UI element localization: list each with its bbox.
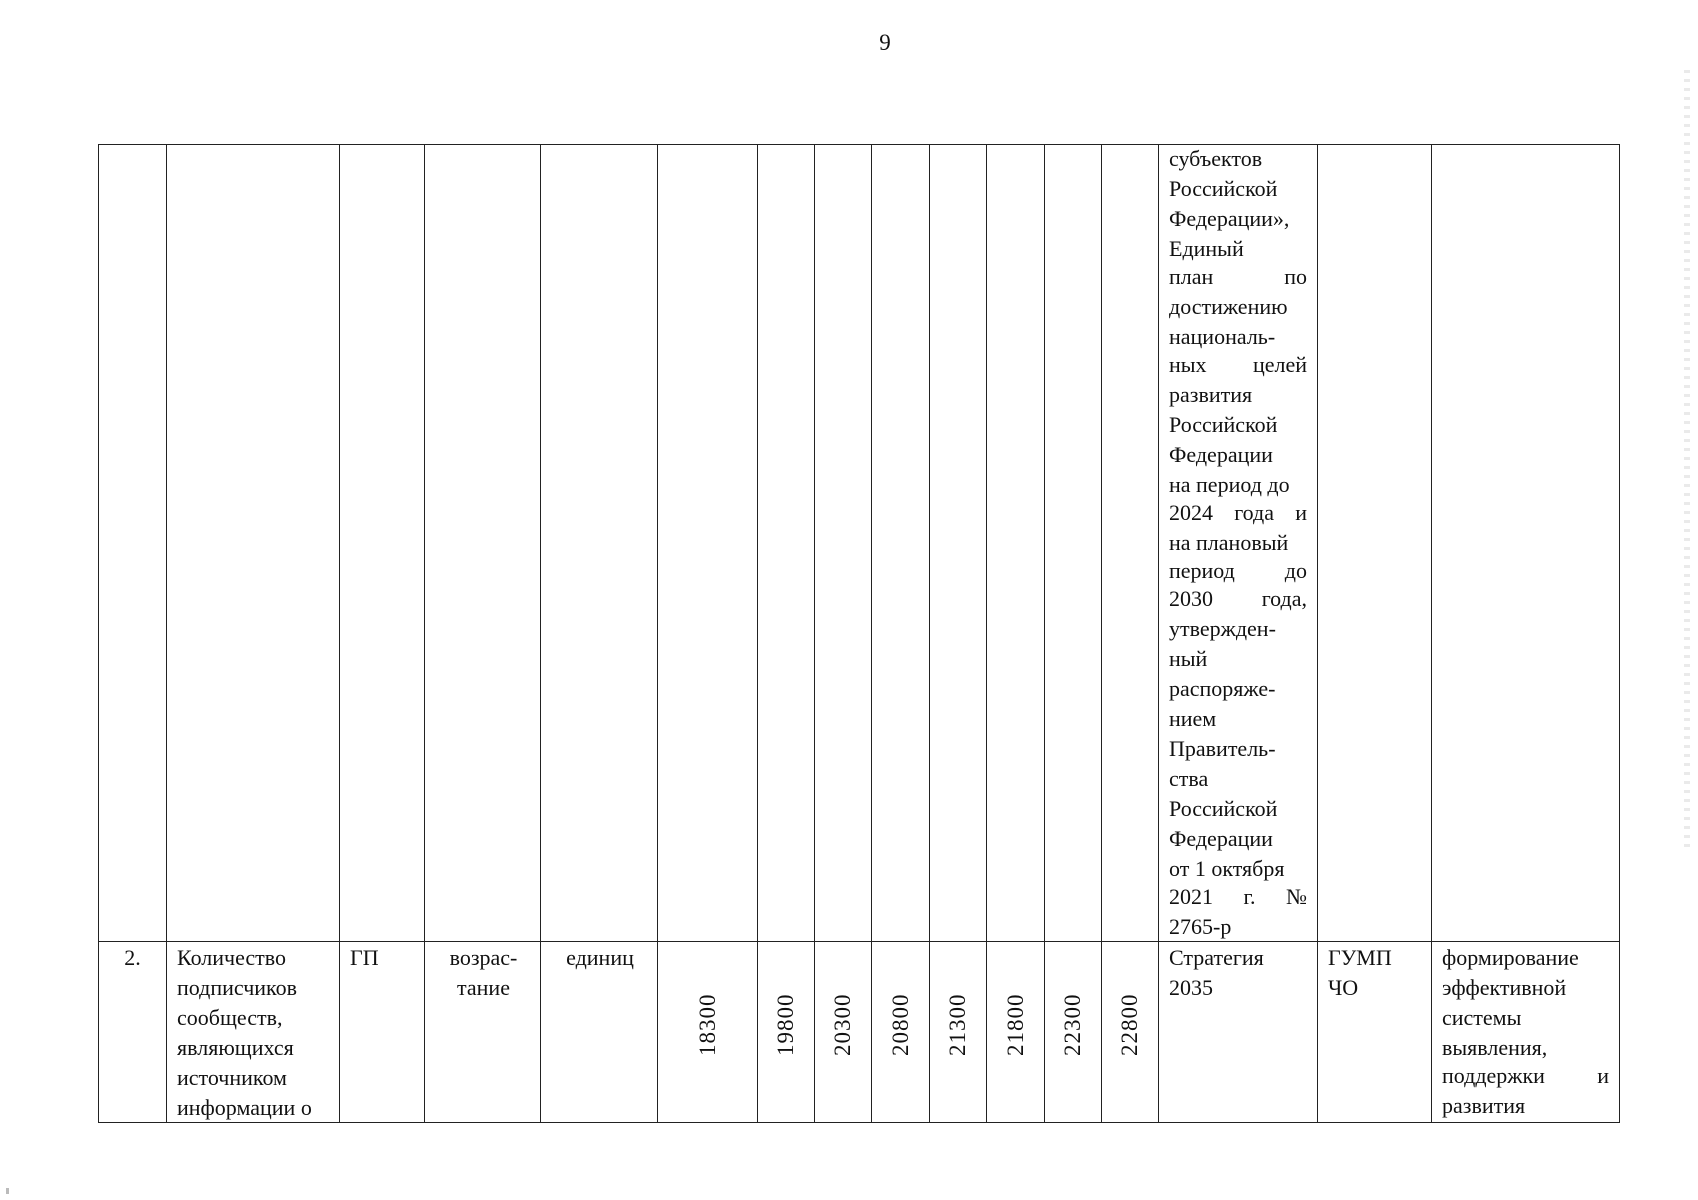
source-line: ства	[1169, 766, 1209, 791]
scan-edge-artifact	[1684, 70, 1690, 850]
year-value: 20300	[830, 993, 855, 1056]
cell-year-5	[987, 942, 1045, 1123]
cell-unit	[541, 942, 658, 1123]
cell-source-document	[1159, 145, 1318, 942]
source-line: ных целей	[1169, 352, 1307, 377]
source-line: план по	[1169, 264, 1307, 289]
direction-line: возрас-	[449, 945, 518, 970]
continuation-row	[99, 145, 1620, 942]
source-line: на период до	[1169, 472, 1290, 497]
responsible-line: ЧО	[1328, 975, 1359, 1000]
source-line: распоряже-	[1169, 676, 1276, 701]
source-line: ный	[1169, 646, 1208, 671]
indicator-line: подписчиков	[177, 975, 298, 1000]
indicator-line: являющихся	[177, 1035, 294, 1060]
cell-level	[340, 145, 425, 942]
source-line: субъектов	[1169, 146, 1263, 171]
cell-year-6	[1045, 145, 1102, 942]
source-line: 2035	[1169, 975, 1213, 1000]
scan-dot-artifact	[6, 1188, 9, 1194]
cell-base-value	[658, 145, 758, 942]
source-line: Российской	[1169, 176, 1278, 201]
cell-indicator	[167, 145, 340, 942]
cell-year-7	[1102, 145, 1159, 942]
source-line: на плановый	[1169, 530, 1289, 555]
unit-text: единиц	[566, 945, 634, 970]
source-line: 2765-р	[1169, 914, 1232, 939]
source-line: Федерации»,	[1169, 206, 1290, 231]
cell-year-1	[758, 942, 815, 1123]
indicator-line: сообществ,	[177, 1005, 283, 1030]
link-line: поддержки и	[1442, 1063, 1609, 1088]
cell-year-3	[872, 145, 930, 942]
source-line: нием	[1169, 706, 1217, 731]
indicator-table	[98, 144, 1620, 1123]
source-line: Российской	[1169, 796, 1278, 821]
source-line: период до	[1169, 558, 1307, 583]
source-line: Российской	[1169, 412, 1278, 437]
cell-link	[1432, 942, 1620, 1123]
source-line: Правитель-	[1169, 736, 1276, 761]
year-value: 20800	[887, 993, 913, 1056]
row-number: 2.	[124, 945, 141, 970]
source-line: утвержден-	[1169, 616, 1276, 641]
base-value: 18300	[694, 993, 720, 1056]
cell-year-5	[987, 145, 1045, 942]
direction-line: тание	[457, 975, 510, 1000]
cell-direction	[425, 145, 541, 942]
cell-unit	[541, 145, 658, 942]
link-line: развития	[1442, 1093, 1526, 1118]
cell-year-6	[1045, 942, 1102, 1123]
cell-number	[99, 942, 167, 1123]
page-number: 9	[879, 30, 891, 55]
cell-direction	[425, 942, 541, 1123]
cell-responsible	[1318, 145, 1432, 942]
cell-level	[340, 942, 425, 1123]
indicator-row-2	[99, 942, 1620, 1123]
source-line: Федерации	[1169, 442, 1273, 467]
link-line: системы	[1442, 1005, 1522, 1030]
cell-year-2	[815, 145, 872, 942]
cell-link	[1432, 145, 1620, 942]
source-line: развития	[1169, 382, 1253, 407]
link-line: выявления,	[1442, 1035, 1548, 1060]
indicator-line: Количество	[177, 945, 287, 970]
indicator-line: информации о	[177, 1095, 312, 1120]
level-text: ГП	[350, 945, 379, 970]
source-line: Стратегия	[1169, 945, 1264, 970]
link-line: эффективной	[1442, 975, 1567, 1000]
indicator-line: источником	[177, 1065, 287, 1090]
cell-indicator	[167, 942, 340, 1123]
source-line: от 1 октября	[1169, 856, 1285, 881]
source-line: Единый	[1169, 236, 1244, 261]
cell-source-document	[1159, 942, 1318, 1123]
source-line: достижению	[1169, 294, 1288, 319]
source-document-text	[1159, 145, 1317, 941]
cell-year-1	[758, 145, 815, 942]
cell-year-4	[930, 145, 987, 942]
responsible-line: ГУМП	[1328, 945, 1392, 970]
cell-responsible	[1318, 942, 1432, 1123]
cell-number	[99, 145, 167, 942]
cell-year-2	[815, 942, 872, 1123]
cell-year-7	[1102, 942, 1159, 1123]
source-line: националь-	[1169, 324, 1276, 349]
source-line: 2024 года и	[1169, 500, 1307, 525]
link-line: формирование	[1442, 945, 1579, 970]
cell-year-3	[872, 942, 930, 1123]
year-value: 22300	[1060, 993, 1085, 1056]
source-line: 2030 года,	[1169, 586, 1307, 611]
cell-year-4	[930, 942, 987, 1123]
year-value: 21300	[945, 993, 970, 1056]
year-value: 22800	[1117, 993, 1142, 1056]
cell-base-value	[658, 942, 758, 1123]
source-line: Федерации	[1169, 826, 1273, 851]
source-line: 2021 г. №	[1169, 884, 1307, 909]
year-value: 19800	[773, 993, 798, 1056]
year-value: 21800	[1002, 993, 1028, 1056]
